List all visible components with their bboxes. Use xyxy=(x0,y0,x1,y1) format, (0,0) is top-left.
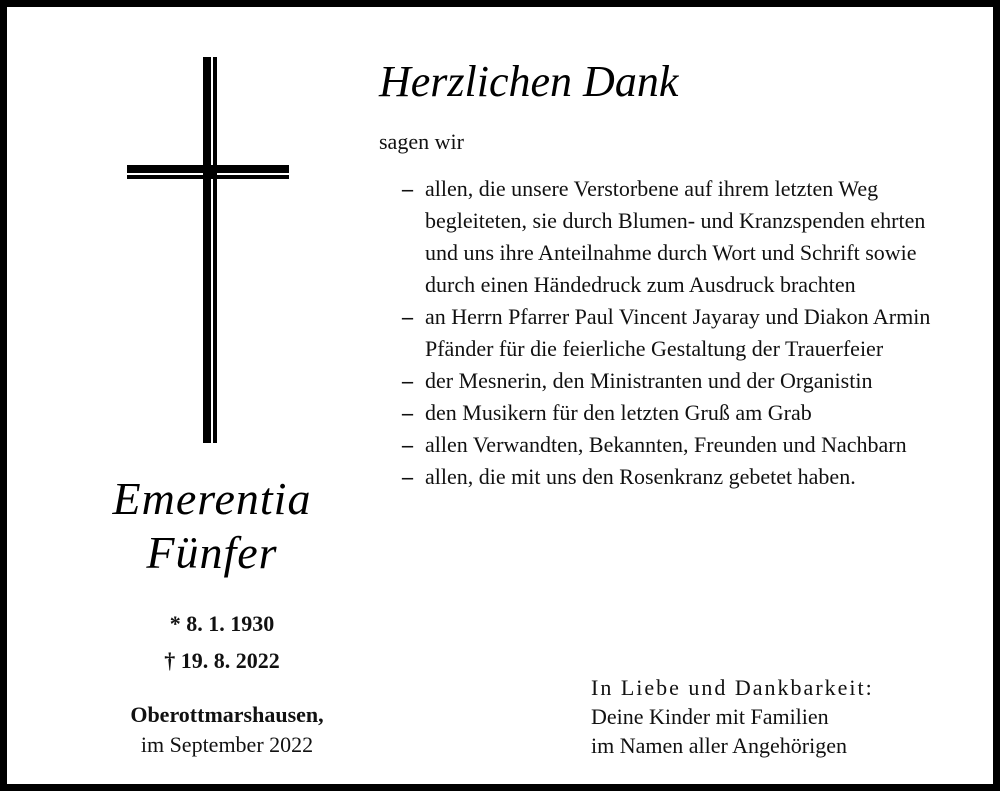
notice-date: im September 2022 xyxy=(140,732,314,757)
list-item-text: allen Verwandten, Bekannten, Freunden und Nachbarn xyxy=(425,432,907,457)
deceased-first-name: Emerentia xyxy=(112,473,312,524)
notice-intro: sagen wir xyxy=(379,129,464,154)
bullet-dash: – xyxy=(402,400,413,425)
list-item xyxy=(402,301,962,365)
cross-icon xyxy=(127,57,289,443)
list-item xyxy=(402,365,962,397)
bullet-dash: – xyxy=(402,432,413,457)
list-item xyxy=(402,429,962,461)
deceased-last-name: Fünfer xyxy=(146,527,278,578)
bullet-dash: – xyxy=(402,304,413,329)
bullet-dash: – xyxy=(402,464,413,489)
notice-title: Herzlichen Dank xyxy=(379,57,679,106)
list-item-text: allen, die mit uns den Rosenkranz gebetet haben. xyxy=(425,464,856,489)
bullet-dash: – xyxy=(402,368,413,393)
list-item-text: allen, die unsere Verstorbene auf ihrem letzten Weg begleiteten, sie durch Blumen- und Kranzspenden ehrten und uns ihre Anteilnahme durch Wort und Schrift sowie durch einen Händedruck zum Ausdruck brachten xyxy=(425,176,926,297)
bullet-dash: – xyxy=(402,176,413,201)
closing-block xyxy=(591,673,874,760)
closing-line-2: Deine Kinder mit Familien xyxy=(591,704,829,729)
place-name: Oberottmarshausen, xyxy=(130,702,324,727)
closing-line-3: im Namen aller Angehörigen xyxy=(591,733,847,758)
list-item xyxy=(402,461,962,493)
birth-date: * 8. 1. 1930 xyxy=(169,611,275,636)
list-item-text: der Mesnerin, den Ministranten und der Organistin xyxy=(425,368,873,393)
list-item-text: den Musikern für den letzten Gruß am Grab xyxy=(425,400,812,425)
list-item-text: an Herrn Pfarrer Paul Vincent Jayaray und Diakon Armin Pfänder für die feierliche Gestaltung der Trauerfeier xyxy=(425,304,931,361)
closing-line-1: In Liebe und Dankbarkeit: xyxy=(591,675,874,700)
thanks-list xyxy=(402,173,962,493)
death-date: † 19. 8. 2022 xyxy=(164,648,280,673)
list-item xyxy=(402,397,962,429)
list-item xyxy=(402,173,962,301)
